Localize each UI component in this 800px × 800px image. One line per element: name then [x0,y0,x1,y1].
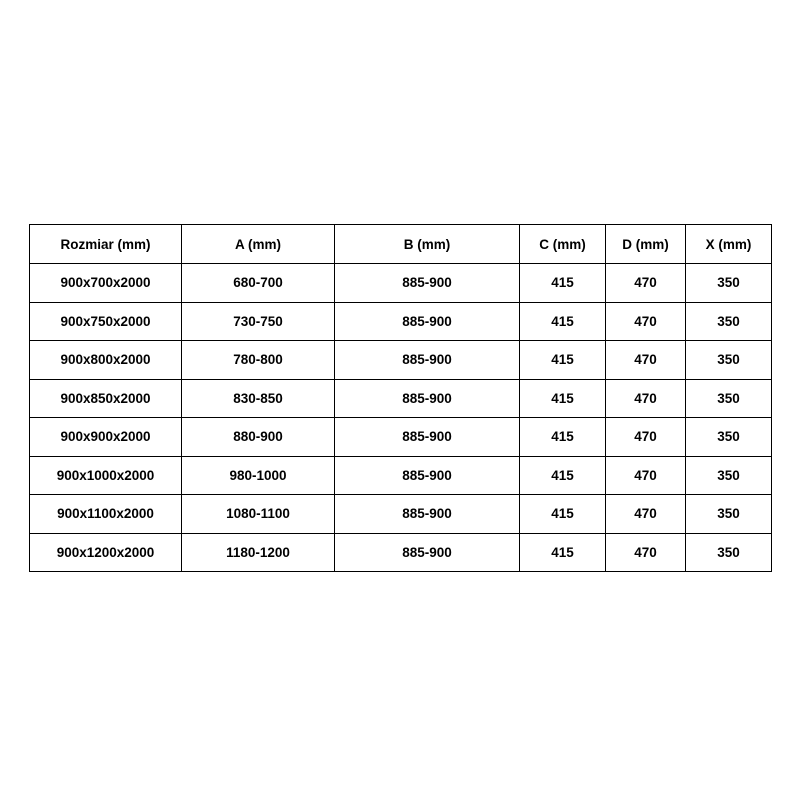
cell-d: 470 [606,264,686,303]
column-header-c: C (mm) [520,225,606,264]
column-header-b: B (mm) [335,225,520,264]
table-header [30,225,772,264]
cell-a: 1180-1200 [182,533,335,572]
table-body [30,264,772,572]
cell-a: 780-800 [182,341,335,380]
cell-b: 885-900 [335,341,520,380]
cell-x: 350 [686,379,772,418]
table-row [30,264,772,303]
table-row [30,418,772,457]
cell-a: 1080-1100 [182,495,335,534]
cell-b: 885-900 [335,495,520,534]
cell-rozmiar: 900x1100x2000 [30,495,182,534]
cell-a: 680-700 [182,264,335,303]
cell-x: 350 [686,495,772,534]
cell-a: 980-1000 [182,456,335,495]
cell-x: 350 [686,418,772,457]
cell-c: 415 [520,341,606,380]
cell-b: 885-900 [335,302,520,341]
cell-b: 885-900 [335,456,520,495]
column-header-rozmiar: Rozmiar (mm) [30,225,182,264]
cell-d: 470 [606,379,686,418]
cell-rozmiar: 900x700x2000 [30,264,182,303]
cell-b: 885-900 [335,418,520,457]
column-header-d: D (mm) [606,225,686,264]
cell-a: 830-850 [182,379,335,418]
table-row [30,456,772,495]
size-table [29,224,772,572]
cell-c: 415 [520,495,606,534]
cell-d: 470 [606,533,686,572]
cell-d: 470 [606,341,686,380]
table-row [30,379,772,418]
cell-rozmiar: 900x1200x2000 [30,533,182,572]
cell-d: 470 [606,456,686,495]
cell-c: 415 [520,456,606,495]
cell-x: 350 [686,456,772,495]
cell-d: 470 [606,495,686,534]
cell-b: 885-900 [335,264,520,303]
cell-a: 730-750 [182,302,335,341]
cell-rozmiar: 900x900x2000 [30,418,182,457]
table-row [30,302,772,341]
column-header-a: A (mm) [182,225,335,264]
cell-rozmiar: 900x800x2000 [30,341,182,380]
table-row [30,533,772,572]
cell-c: 415 [520,533,606,572]
cell-x: 350 [686,341,772,380]
cell-c: 415 [520,302,606,341]
cell-c: 415 [520,418,606,457]
cell-d: 470 [606,302,686,341]
cell-rozmiar: 900x750x2000 [30,302,182,341]
cell-x: 350 [686,264,772,303]
cell-x: 350 [686,533,772,572]
cell-c: 415 [520,264,606,303]
cell-rozmiar: 900x850x2000 [30,379,182,418]
column-header-x: X (mm) [686,225,772,264]
table-header-row [30,225,772,264]
cell-b: 885-900 [335,533,520,572]
cell-d: 470 [606,418,686,457]
cell-rozmiar: 900x1000x2000 [30,456,182,495]
table-row [30,341,772,380]
table-row [30,495,772,534]
size-table-container [29,224,771,572]
cell-x: 350 [686,302,772,341]
cell-b: 885-900 [335,379,520,418]
cell-c: 415 [520,379,606,418]
cell-a: 880-900 [182,418,335,457]
